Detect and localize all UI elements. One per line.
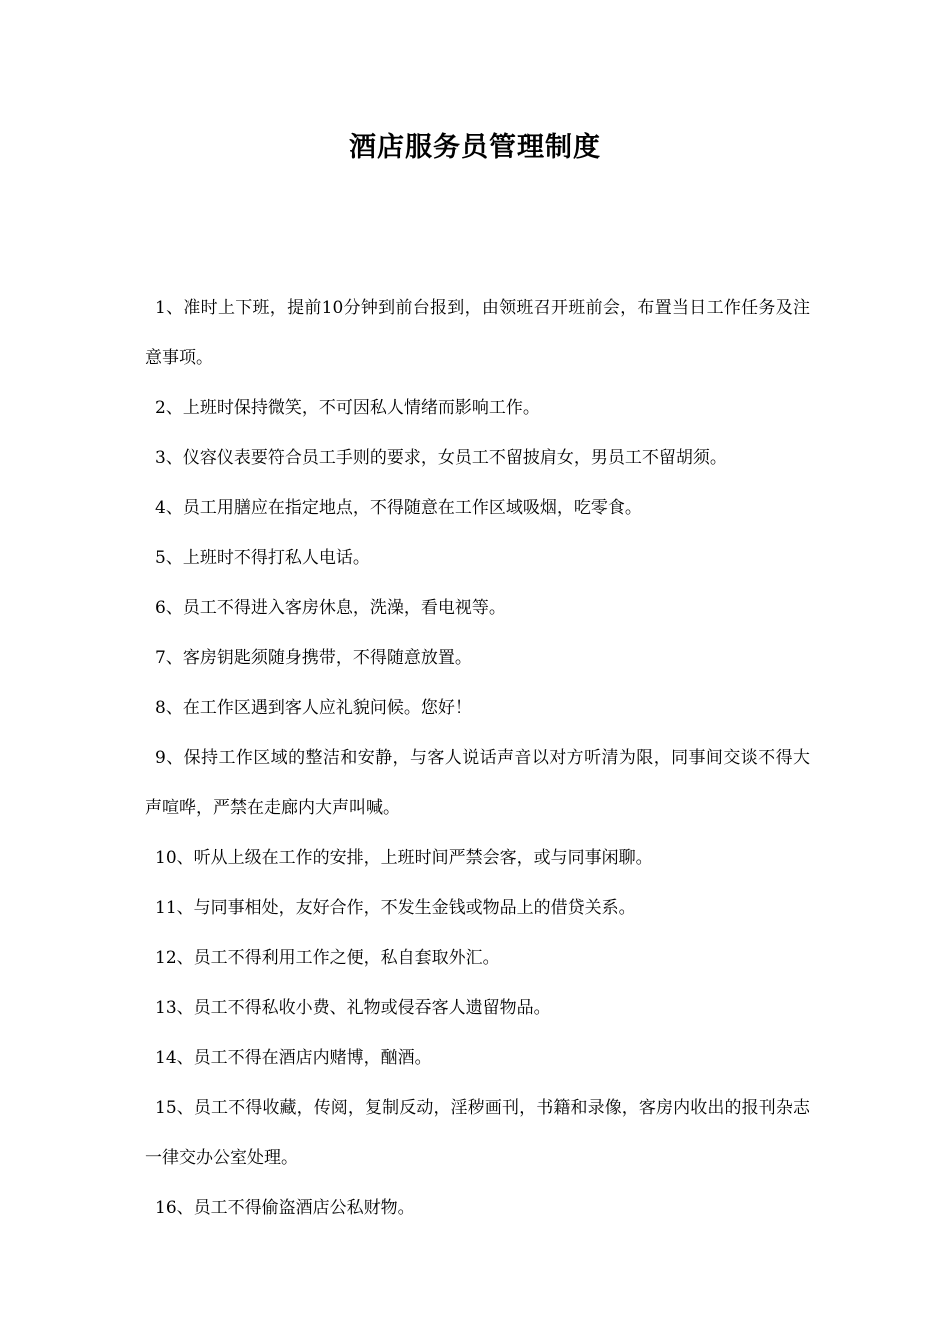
- rule-item-14: 14、员工不得在酒店内赌博，酗酒。: [155, 1048, 432, 1068]
- rule-item-11: 11、与同事相处，友好合作，不发生金钱或物品上的借贷关系。: [155, 898, 636, 918]
- rule-item-6: 6、员工不得进入客房休息，洗澡，看电视等。: [155, 598, 506, 618]
- rule-item-9: 9、保持工作区域的整洁和安静，与客人说话声音以对方听清为限，同事间交谈不得大声喧哗，严禁在走廊内大声叫喊。: [145, 748, 810, 818]
- rules-list: [145, 283, 810, 1233]
- rule-item-4: 4、员工用膳应在指定地点，不得随意在工作区域吸烟，吃零食。: [155, 498, 642, 518]
- page-title: 酒店服务员管理制度: [349, 132, 601, 163]
- rule-item-15: 15、员工不得收藏，传阅，复制反动，淫秽画刊，书籍和录像，客房内收出的报刊杂志一律交办公室处理。: [145, 1098, 810, 1168]
- rule-item-13: 13、员工不得私收小费、礼物或侵吞客人遗留物品。: [155, 998, 551, 1018]
- rule-item-16: 16、员工不得偷盗酒店公私财物。: [155, 1198, 415, 1218]
- rule-item-3: 3、仪容仪表要符合员工手则的要求，女员工不留披肩女，男员工不留胡须。: [155, 448, 727, 468]
- rule-item-10: 10、听从上级在工作的安排，上班时间严禁会客，或与同事闲聊。: [155, 848, 653, 868]
- rule-item-7: 7、客房钥匙须随身携带，不得随意放置。: [155, 648, 472, 668]
- rule-item-1: 1、准时上下班，提前10分钟到前台报到，由领班召开班前会，布置当日工作任务及注意事项。: [145, 298, 810, 368]
- rule-item-12: 12、员工不得利用工作之便，私自套取外汇。: [155, 948, 500, 968]
- rule-item-5: 5、上班时不得打私人电话。: [155, 548, 370, 568]
- rule-item-8: 8、在工作区遇到客人应礼貌问候。您好！: [155, 698, 472, 718]
- rule-item-2: 2、上班时保持微笑，不可因私人情绪而影响工作。: [155, 398, 540, 418]
